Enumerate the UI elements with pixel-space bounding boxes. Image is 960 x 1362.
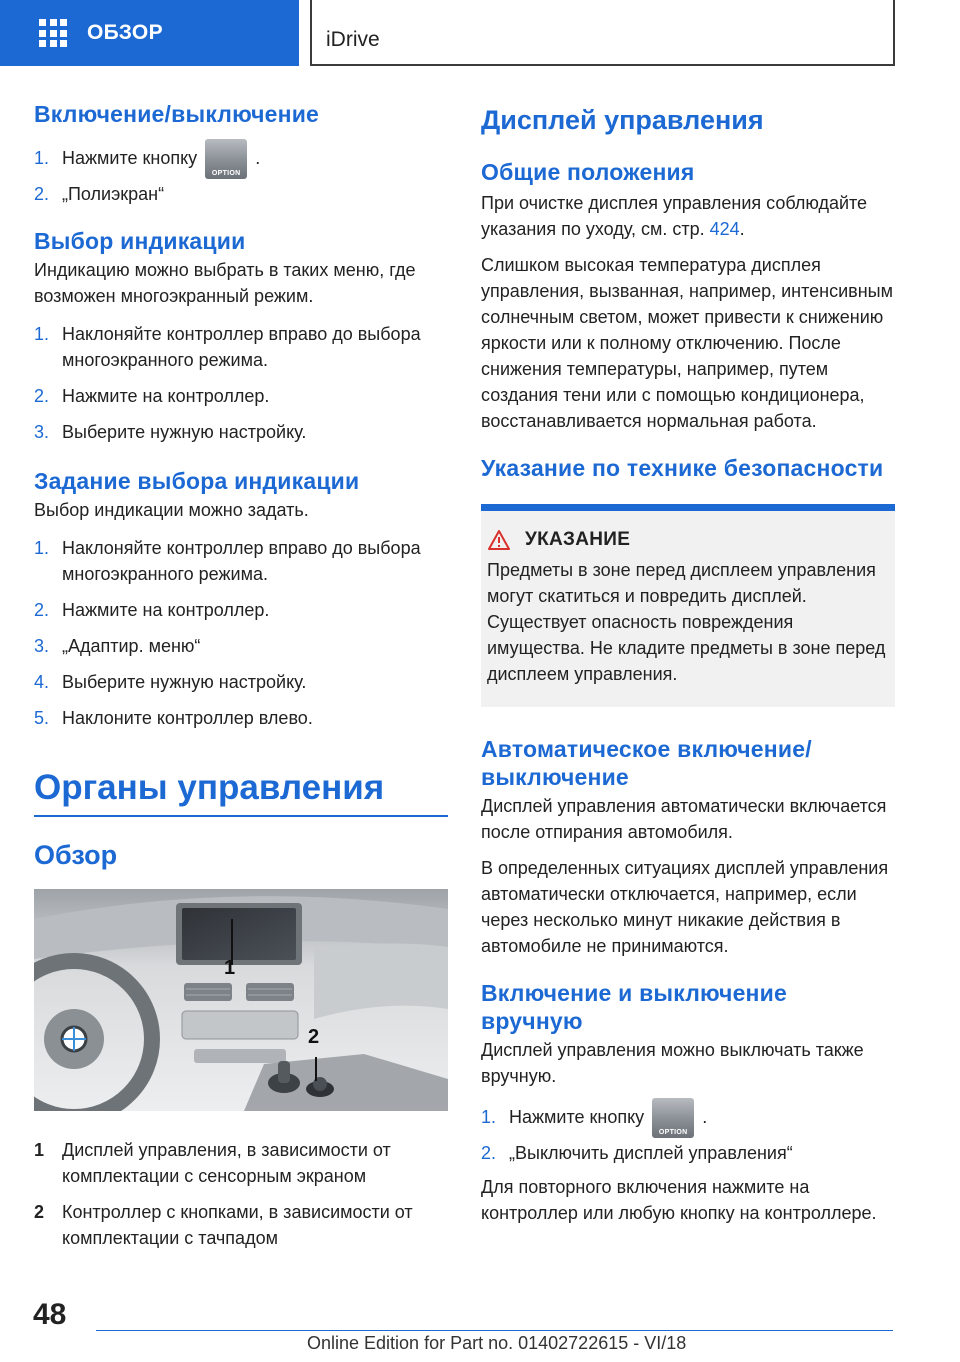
step-number: 2. <box>34 386 50 407</box>
auto-text-2: В определенных ситуациях дисплей управления автоматически отключается, например, если через несколько минут никакие действия в автомобиле не принимаются. <box>481 858 889 956</box>
warning-header <box>487 529 889 551</box>
callout-1: 1 <box>224 957 236 979</box>
manual-after-text: Для повторного включения нажмите на контроллер или любую кнопку на контроллере. <box>481 1177 877 1224</box>
step-text: Выберите нужную настройку. <box>62 672 307 693</box>
step-suffix: . <box>255 148 261 168</box>
edition-text: Online Edition for Part no. 01402722615 - VI/18 <box>307 1333 687 1353</box>
header-divider-right <box>893 0 895 66</box>
manual-steps <box>481 1097 895 1166</box>
option-button-icon: OPTION <box>652 1098 694 1138</box>
controls-heading: Органы управления <box>34 768 385 808</box>
warning-box <box>481 504 895 707</box>
step-text: Наклоняйте контроллер вправо до выбора многоэкранного режима. <box>62 324 421 371</box>
choose-display-heading: Выбор индикации <box>34 228 246 255</box>
footer-rule <box>96 1330 893 1331</box>
step-text: „Адаптир. меню“ <box>62 636 201 657</box>
step-text: Нажмите кнопку <box>62 148 198 168</box>
step-number: 2. <box>34 184 50 205</box>
callout-2: 2 <box>308 1026 320 1048</box>
dashboard-illustration <box>34 889 448 1111</box>
step-suffix: . <box>702 1107 708 1127</box>
step-number: 1. <box>34 148 50 168</box>
list-item <box>34 138 448 179</box>
set-display-text: Выбор индикации можно задать. <box>34 500 309 521</box>
step-text: „Полиэкран“ <box>62 184 165 205</box>
heading-rule <box>34 815 448 817</box>
choose-display-text: Индикацию можно выбрать в таких меню, где возможен многоэкранный режим. <box>34 260 416 307</box>
grid-icon <box>39 19 67 47</box>
list-item <box>34 669 448 695</box>
step-number: 1. <box>34 538 50 559</box>
list-item <box>481 1097 895 1138</box>
set-display-steps <box>34 535 448 731</box>
overview-heading: Обзор <box>34 840 118 871</box>
legend-number: 1 <box>34 1140 45 1161</box>
legend-text: Дисплей управления, в зависимости от комплектации с сенсорным экраном <box>62 1140 391 1187</box>
section-tab[interactable] <box>0 0 299 66</box>
step-text: Нажмите на контроллер. <box>62 386 270 407</box>
legend-item <box>34 1199 448 1251</box>
list-item <box>34 633 448 659</box>
on-off-steps <box>34 138 448 207</box>
step-number: 2. <box>34 600 50 621</box>
auto-heading: Автоматическое включение/выключение <box>481 736 812 790</box>
on-off-heading: Включение/выключение <box>34 101 320 127</box>
choose-display-steps <box>34 321 448 445</box>
legend-item <box>34 1137 448 1189</box>
figure-legend <box>34 1137 448 1251</box>
option-button-icon: OPTION <box>205 139 247 179</box>
step-text: Выберите нужную настройку. <box>62 422 307 443</box>
step-number: 1. <box>481 1107 497 1127</box>
step-number: 5. <box>34 708 50 729</box>
step-number: 4. <box>34 672 50 693</box>
header-divider <box>310 0 312 66</box>
manual-text: Дисплей управления можно выключать также вручную. <box>481 1040 864 1086</box>
manual-heading: Включение и выключение вручную <box>481 980 787 1034</box>
header-underline <box>312 64 895 66</box>
warning-text: Предметы в зоне перед дисплеем управления могут скатиться и повредить дисплей. Существует опасность повреждения имущества. Не кладите предметы в зоне перед дисплеем управления. <box>487 560 886 684</box>
general-text-1 <box>481 190 895 242</box>
warning-triangle-icon <box>487 529 511 551</box>
step-text: Нажмите на контроллер. <box>62 600 270 621</box>
set-display-heading: Задание выбора индикации <box>34 468 360 495</box>
left-column <box>34 100 448 1251</box>
list-item <box>34 705 448 731</box>
page-number: 48 <box>33 1298 67 1331</box>
section-label: ОБЗОР <box>87 21 163 44</box>
chapter-title: iDrive <box>326 28 380 51</box>
step-text: „Выключить дисплей управления“ <box>509 1143 793 1164</box>
safety-heading: Указание по технике безопасности <box>481 455 884 481</box>
paragraph-end: . <box>739 219 745 239</box>
step-number: 2. <box>481 1143 497 1164</box>
display-heading: Дисплей управления <box>481 105 764 135</box>
list-item <box>34 383 448 409</box>
step-text: Наклоните контроллер влево. <box>62 708 313 729</box>
step-text: Наклоняйте контроллер вправо до выбора многоэкранного режима. <box>62 538 421 585</box>
step-number: 3. <box>34 636 50 657</box>
list-item <box>34 535 448 587</box>
right-column <box>481 100 895 1226</box>
list-item <box>34 419 448 445</box>
page-link[interactable]: 424 <box>709 219 740 239</box>
legend-number: 2 <box>34 1202 45 1223</box>
list-item <box>34 597 448 623</box>
legend-text: Контроллер с кнопками, в зависимости от комплектации с тачпадом <box>62 1202 413 1249</box>
paragraph-text: При очистке дисплея управления соблюдайте указания по уходу, см. стр. <box>481 193 868 239</box>
list-item <box>34 181 448 207</box>
general-heading: Общие положения <box>481 159 695 185</box>
list-item <box>481 1140 895 1166</box>
general-text-2: Слишком высокая температура дисплея управления, вызванная, например, интенсивным солнечным светом, может привести к снижению яркости или к полному отключению. После снижения температуры, например, путем создания тени или с помощью кондиционера, восстанавливается нормальная работа. <box>481 255 893 431</box>
auto-text-1: Дисплей управления автоматически включается после отпирания автомобиля. <box>481 796 887 842</box>
warning-label: УКАЗАНИЕ <box>525 529 631 550</box>
step-text: Нажмите кнопку <box>509 1107 645 1127</box>
step-number: 1. <box>34 324 50 345</box>
list-item <box>34 321 448 373</box>
step-number: 3. <box>34 422 50 443</box>
